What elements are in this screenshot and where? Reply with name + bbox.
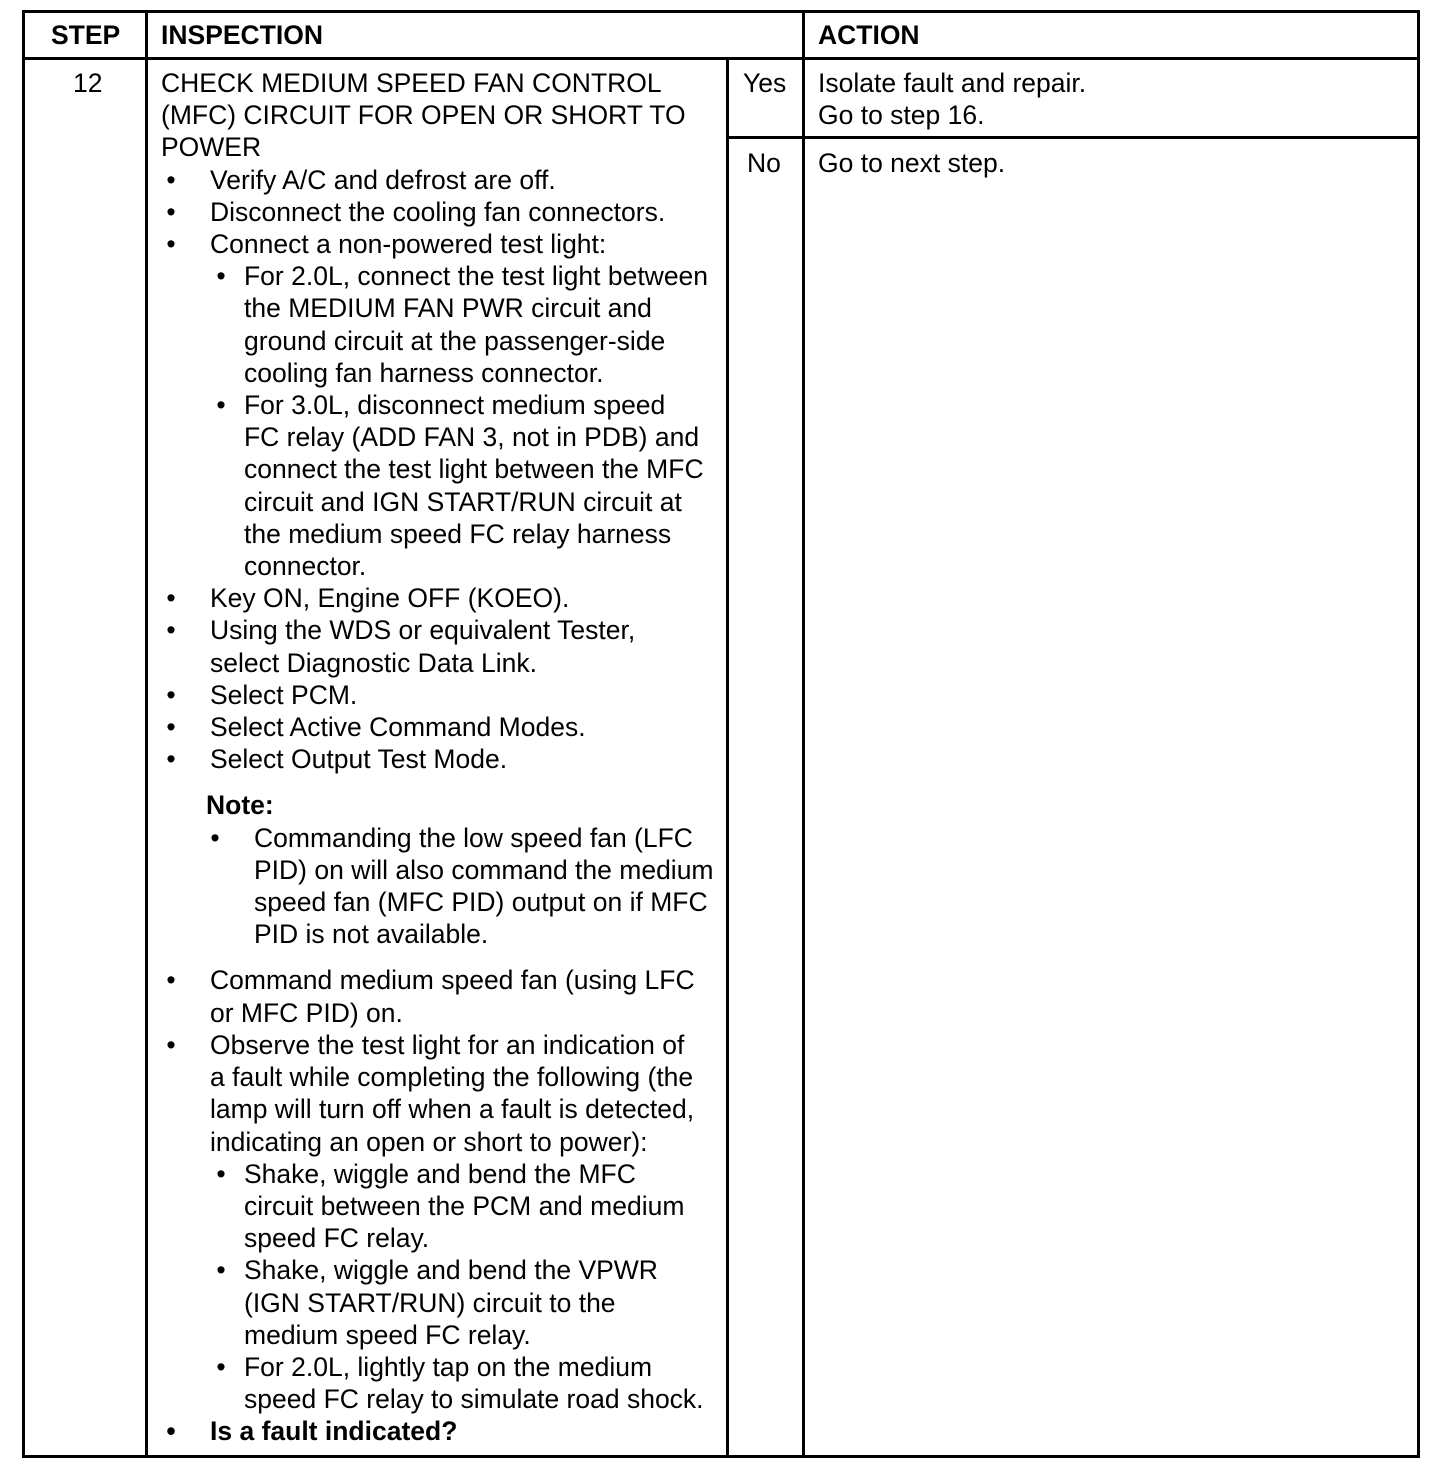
sub-list-item: • Shake, wiggle and bend the MFC circuit between the PCM and medium speed FC relay. — [211, 1158, 714, 1255]
yes-no-divider — [726, 136, 1420, 139]
bullet-icon: • — [216, 261, 226, 292]
step-column-divider — [145, 10, 148, 1458]
bullet-icon: • — [166, 229, 176, 260]
bullet-icon: • — [166, 615, 176, 646]
action-column-divider — [802, 10, 805, 1458]
header-step: STEP — [51, 20, 121, 50]
bullet-icon: • — [216, 1255, 226, 1286]
bullet-icon: • — [216, 1351, 226, 1382]
step-number: 12 — [73, 68, 103, 98]
bullet-icon: • — [166, 965, 176, 996]
bullet-icon: • — [216, 1158, 226, 1189]
bullet-icon: • — [166, 1416, 176, 1447]
list-item: • Command medium speed fan (using LFC or MFC PID) on. — [161, 964, 714, 1028]
inspection-title: CHECK MEDIUM SPEED FAN CONTROL (MFC) CIRCUIT FOR OPEN OR SHORT TO POWER — [161, 68, 686, 163]
answer-yes: Yes — [743, 68, 787, 98]
bullet-icon: • — [166, 744, 176, 775]
list-item: • Verify A/C and defrost are off. — [161, 164, 714, 196]
header-action: ACTION — [818, 20, 920, 50]
answer-column-divider — [726, 60, 729, 1458]
list-item: • Key ON, Engine OFF (KOEO). — [161, 582, 714, 614]
sub-list-item: • For 3.0L, disconnect medium speed FC relay (ADD FAN 3, not in PDB) and connect the test light between the MFC circuit and IGN START/RUN circuit at the medium speed FC relay harness connector. — [211, 389, 714, 582]
list-item: • Observe the test light for an indication of a fault while completing the following (the lamp will turn off when a fault is detected, indicating an open or short to power): • Shake, wiggle and bend the MFC circuit between the PCM and medium speed FC relay. • Shake, wiggle and bend the VPWR (IGN START/RUN) circuit to the medium speed FC relay. • For 2.0L, lightly tap on the medium speed FC relay to simulate road shock. — [161, 1029, 714, 1415]
list-item: • Select Active Command Modes. — [161, 711, 714, 743]
bullet-icon: • — [166, 164, 176, 195]
header-divider — [22, 57, 1420, 60]
bullet-icon: • — [166, 712, 176, 743]
list-item: • Disconnect the cooling fan connectors. — [161, 196, 714, 228]
note-item: • Commanding the low speed fan (LFC PID) on will also command the medium speed fan (MFC PID) output on if MFC PID is not available. — [161, 822, 714, 951]
bullet-icon: • — [166, 196, 176, 227]
note-heading: Note: — [206, 790, 274, 821]
list-item — [161, 1415, 714, 1447]
bullet-icon: • — [166, 583, 176, 614]
list-item: • Select PCM. — [161, 679, 714, 711]
sub-list-item: • For 2.0L, lightly tap on the medium speed FC relay to simulate road shock. — [211, 1351, 714, 1415]
action-yes: Isolate fault and repair. Go to step 16. — [818, 68, 1087, 131]
sub-list-item: • For 2.0L, connect the test light between the MEDIUM FAN PWR circuit and ground circuit at the passenger-side cooling fan harness connector. — [211, 260, 714, 389]
header-inspection: INSPECTION — [161, 20, 323, 50]
list-item: • Connect a non-powered test light: • For 2.0L, connect the test light between the MEDIUM FAN PWR circuit and ground circuit at the passenger-side cooling fan harness connector. • For 3.0L, disconnect medium speed FC relay (ADD FAN 3, not in PDB) and connect the test light between the MFC circuit and IGN START/RUN circuit at the medium speed FC relay harness connector. — [161, 228, 714, 582]
question-text: Is a fault indicated? — [210, 1416, 458, 1447]
sub-list-item: • Shake, wiggle and bend the VPWR (IGN START/RUN) circuit to the medium speed FC relay. — [211, 1254, 714, 1351]
inspection-steps-continued — [161, 964, 714, 1447]
list-item: • Select Output Test Mode. — [161, 743, 714, 775]
bullet-icon: • — [216, 390, 226, 421]
action-no: Go to next step. — [818, 148, 1006, 178]
list-item: • Using the WDS or equivalent Tester, select Diagnostic Data Link. — [161, 614, 714, 678]
bullet-icon: • — [166, 1029, 176, 1060]
answer-no: No — [747, 148, 781, 178]
bullet-icon: • — [166, 679, 176, 710]
inspection-steps — [161, 164, 714, 776]
inspection-content — [161, 67, 714, 1448]
bullet-icon: • — [210, 822, 220, 853]
